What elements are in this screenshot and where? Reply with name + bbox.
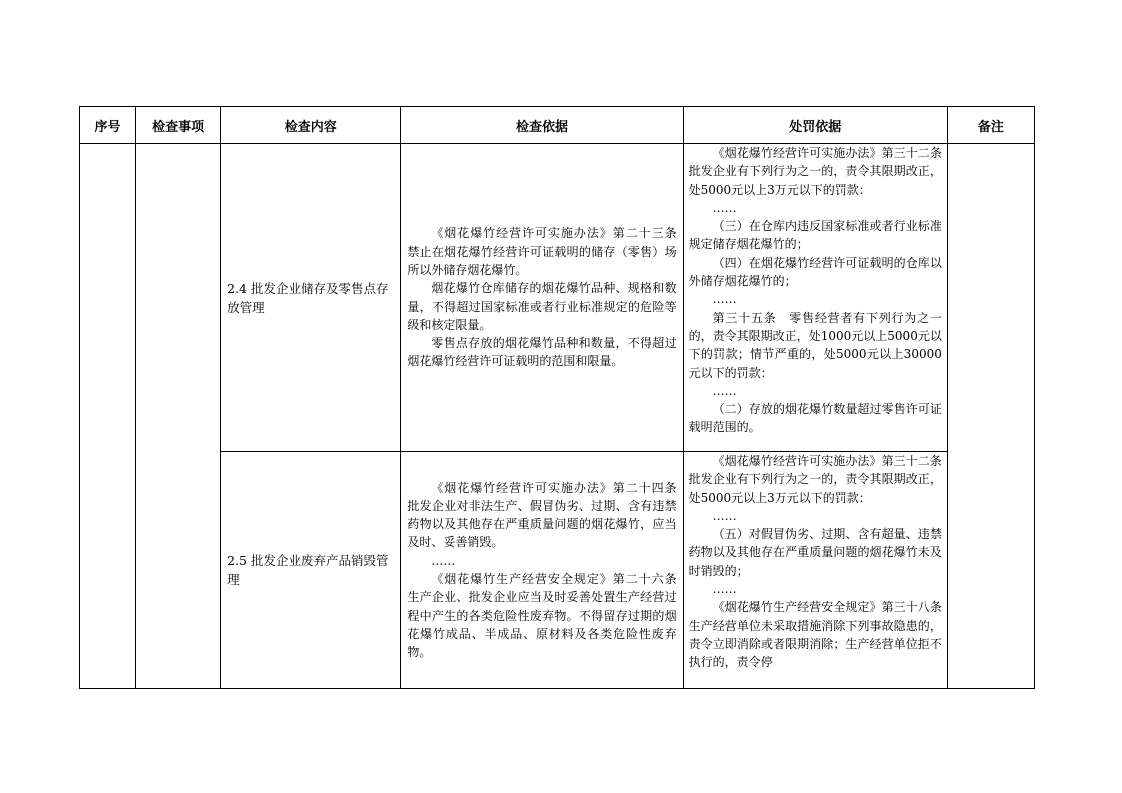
content-text: 2.5 批发企业废弃产品销毁管理: [227, 553, 389, 587]
basis-paragraph: 《烟花爆竹经营许可实施办法》第二十四条 批发企业对非法生产、假冒伪劣、过期、含有违禁药物以及其他存在严重质量问题的烟花爆竹，应当及时、妥善销毁。: [407, 480, 689, 550]
penalty-paragraph: ……: [712, 383, 737, 398]
penalty-paragraph: （二）存放的烟花爆竹数量超过零售许可证载明范围的。: [688, 402, 942, 435]
penalty-paragraph: （五）对假冒伪劣、过期、含有超量、违禁药物以及其他存在严重质量问题的烟花爆竹未及时销毁的；: [688, 527, 942, 578]
header-index: 序号: [80, 107, 136, 144]
penalty-paragraph: 第三十五条 零售经营者有下列行为之一的，责令其限期改正，处1000元以上5000元以下的罚款；情节严重的，处5000元以上30000元以下的罚款：: [688, 310, 942, 380]
penalty-paragraph: 《烟花爆竹生产经营安全规定》第三十八条 生产经营单位未采取措施消除下列事故隐患的，责令立即消除或者限期消除；生产经营单位拒不执行的，责令停: [688, 600, 954, 670]
header-item: 检查事项: [136, 107, 221, 144]
table-row: [80, 452, 1035, 689]
basis-cell: [401, 144, 689, 452]
basis-text: [401, 224, 689, 370]
header-basis: 检查依据: [401, 107, 683, 144]
content-cell: [221, 452, 401, 689]
penalty-paragraph: ……: [712, 508, 737, 523]
penalty-paragraph: ……: [712, 292, 737, 307]
table-header: [80, 107, 1035, 144]
remark-cell: [947, 144, 1034, 689]
penalty-text: [684, 144, 954, 437]
header-remark: 备注: [947, 107, 1034, 144]
penalty-paragraph: （三）在仓库内违反国家标准或者行业标准规定储存烟花爆竹的；: [688, 219, 942, 252]
item-cell: [136, 144, 221, 689]
penalty-paragraph: ……: [712, 200, 737, 215]
inspection-table: [79, 106, 1035, 689]
basis-paragraph: 烟花爆竹仓库储存的烟花爆竹品种、规格和数量，不得超过国家标准或者行业标准规定的危险等级和核定限量。: [407, 281, 677, 332]
penalty-paragraph: 《烟花爆竹经营许可实施办法》第三十二条 批发企业有下列行为之一的，责令其限期改正，处5000元以上3万元以下的罚款：: [688, 146, 954, 197]
header-penalty: 处罚依据: [683, 107, 947, 144]
basis-paragraph: ……: [431, 553, 456, 568]
penalty-cell: [683, 144, 954, 452]
basis-paragraph: 《烟花爆竹生产经营安全规定》第二十六条 生产企业、批发企业应当及时妥善处置生产经营过程中产生的各类危险性废弃物。不得留存过期的烟花爆竹成品、半成品、原材料及各类危险性废弃物。: [407, 572, 689, 660]
penalty-paragraph: 《烟花爆竹经营许可实施办法》第三十二条 批发企业有下列行为之一的，责令其限期改正，处5000元以上3万元以下的罚款：: [688, 454, 954, 505]
basis-text: [401, 479, 689, 662]
content-text: 2.4 批发企业储存及零售点存放管理: [227, 280, 389, 315]
table-row: [80, 144, 1035, 452]
content-cell: [221, 144, 401, 452]
basis-paragraph: 零售点存放的烟花爆竹品种和数量，不得超过烟花爆竹经营许可证载明的范围和限量。: [407, 336, 677, 369]
basis-paragraph: 《烟花爆竹经营许可实施办法》第二十三条 禁止在烟花爆竹经营许可证载明的储存（零售）场所以外储存烟花爆竹。: [407, 226, 689, 277]
penalty-paragraph: （四）在烟花爆竹经营许可证载明的仓库以外储存烟花爆竹的；: [688, 255, 942, 289]
header-content: 检查内容: [221, 107, 401, 144]
penalty-cell: [683, 452, 954, 689]
index-cell: [80, 144, 136, 689]
penalty-text: [684, 452, 954, 672]
penalty-paragraph: ……: [712, 582, 737, 597]
basis-cell: [401, 452, 689, 689]
